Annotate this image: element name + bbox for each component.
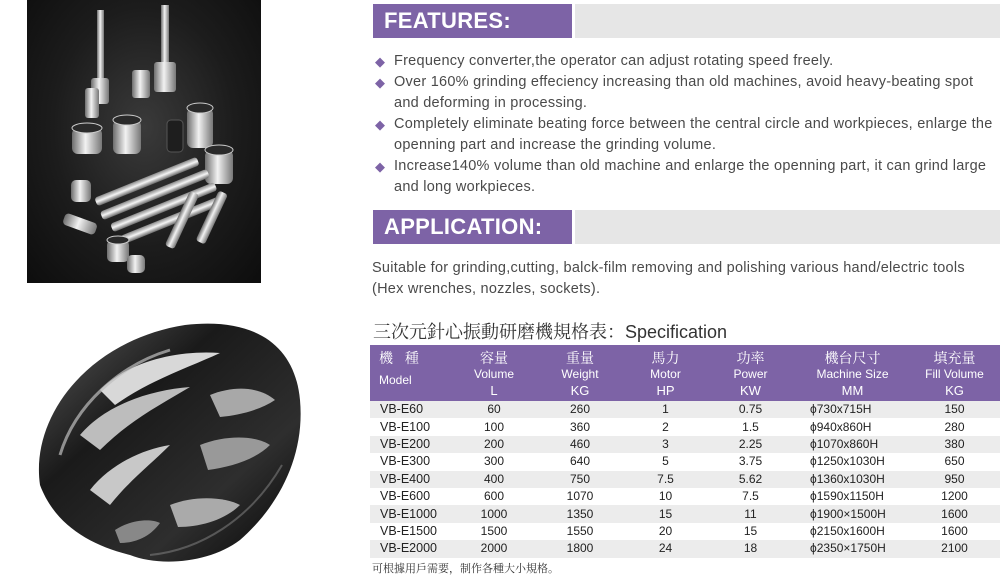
cell-fill-volume: 150 [909, 401, 1000, 418]
cell-volume: 1000 [454, 505, 534, 522]
cell-weight: 640 [534, 453, 626, 470]
cell-power: 15 [705, 523, 796, 540]
spec-title: 三次元針心振動研磨機規格表：Specification [373, 322, 728, 342]
socket-bits-illustration [27, 0, 261, 283]
cell-power: 1.5 [705, 418, 796, 435]
cell-weight: 750 [534, 471, 626, 488]
cell-volume: 300 [454, 453, 534, 470]
cell-model: VB-E2000 [370, 540, 454, 557]
table-row [370, 453, 1000, 470]
cell-motor: 2 [626, 418, 705, 435]
cell-fill-volume: 950 [909, 471, 1000, 488]
col-header-model: 機 種 Model [370, 345, 454, 401]
cell-motor: 20 [626, 523, 705, 540]
table-row [370, 418, 1000, 435]
cell-power: 2.25 [705, 436, 796, 453]
cell-volume: 1500 [454, 523, 534, 540]
cell-machine-size: ϕ1360x1030H [796, 471, 909, 488]
cell-machine-size: ϕ1900×1500H [796, 505, 909, 522]
table-row [370, 523, 1000, 540]
feature-item: ◆ Frequency converter,the operator can adjust rotating speed freely. [374, 51, 994, 72]
diamond-bullet-icon: ◆ [375, 54, 386, 69]
cell-motor: 3 [626, 436, 705, 453]
cell-motor: 7.5 [626, 471, 705, 488]
cell-volume: 200 [454, 436, 534, 453]
feature-item: ◆ Completely eliminate beating force between the central circle and workpieces, enlarge the openning part and increase the grinding volume. [375, 116, 993, 153]
cell-power: 5.62 [705, 471, 796, 488]
cell-weight: 1350 [534, 505, 626, 522]
col-header-motor: 馬力 Motor HP [626, 345, 705, 401]
table-row [370, 505, 1000, 522]
features-header [373, 4, 1000, 38]
cell-fill-volume: 1200 [909, 488, 1000, 505]
cell-machine-size: ϕ1590x1150H [796, 488, 909, 505]
spec-table-body [370, 401, 1000, 558]
features-header-bar [575, 4, 1000, 38]
cell-machine-size: ϕ730x715H [796, 401, 909, 418]
cell-volume: 400 [454, 471, 534, 488]
cell-weight: 1550 [534, 523, 626, 540]
socket-bits-photo [27, 0, 261, 283]
helmet-illustration [20, 305, 320, 570]
application-heading: APPLICATION: [373, 210, 572, 244]
cell-motor: 24 [626, 540, 705, 557]
table-row [370, 401, 1000, 418]
cell-fill-volume: 1600 [909, 523, 1000, 540]
cell-model: VB-E400 [370, 471, 454, 488]
cell-fill-volume: 650 [909, 453, 1000, 470]
cell-power: 0.75 [705, 401, 796, 418]
cell-weight: 1800 [534, 540, 626, 557]
features-list [374, 51, 994, 198]
diamond-bullet-icon: ◆ [375, 117, 386, 132]
col-header-volume: 容量 Volume L [454, 345, 534, 401]
cell-fill-volume: 2100 [909, 540, 1000, 557]
features-heading: FEATURES: [373, 4, 572, 38]
cell-power: 7.5 [705, 488, 796, 505]
table-row [370, 488, 1000, 505]
bicycle-helmet-photo [20, 305, 320, 570]
cell-motor: 1 [626, 401, 705, 418]
col-header-power: 功率 Power KW [705, 345, 796, 401]
cell-model: VB-E1500 [370, 523, 454, 540]
feature-item: ◆ Over 160% grinding effeciency increasing than old machines, avoid heavy-beating spot and deforming in processing. [375, 74, 974, 111]
diamond-bullet-icon: ◆ [375, 75, 386, 90]
cell-weight: 460 [534, 436, 626, 453]
cell-volume: 2000 [454, 540, 534, 557]
col-header-fill-volume: 填充量 Fill Volume KG [909, 345, 1000, 401]
cell-fill-volume: 1600 [909, 505, 1000, 522]
col-header-machine-size: 機台尺寸 Machine Size MM [796, 345, 909, 401]
spec-note: 可根據用戶需要，制作各種大小規格。 [372, 563, 559, 575]
table-row [370, 471, 1000, 488]
cell-model: VB-E1000 [370, 505, 454, 522]
diamond-bullet-icon: ◆ [375, 159, 386, 174]
cell-volume: 100 [454, 418, 534, 435]
cell-motor: 5 [626, 453, 705, 470]
cell-machine-size: ϕ1250x1030H [796, 453, 909, 470]
cell-model: VB-E100 [370, 418, 454, 435]
cell-machine-size: ϕ2150x1600H [796, 523, 909, 540]
col-header-weight: 重量 Weight KG [534, 345, 626, 401]
application-header [373, 210, 1000, 244]
cell-machine-size: ϕ940x860H [796, 418, 909, 435]
cell-power: 11 [705, 505, 796, 522]
cell-machine-size: ϕ2350×1750H [796, 540, 909, 557]
cell-power: 18 [705, 540, 796, 557]
cell-fill-volume: 280 [909, 418, 1000, 435]
cell-motor: 15 [626, 505, 705, 522]
cell-motor: 10 [626, 488, 705, 505]
cell-fill-volume: 380 [909, 436, 1000, 453]
cell-power: 3.75 [705, 453, 796, 470]
spec-header-row [370, 345, 1000, 401]
cell-model: VB-E600 [370, 488, 454, 505]
table-row [370, 540, 1000, 557]
cell-volume: 600 [454, 488, 534, 505]
cell-model: VB-E200 [370, 436, 454, 453]
cell-weight: 1070 [534, 488, 626, 505]
application-text: Suitable for grinding,cutting, balck-film removing and polishing various hand/electric tools (Hex wrenches, nozzles, sockets). [372, 260, 965, 297]
table-row [370, 436, 1000, 453]
cell-model: VB-E300 [370, 453, 454, 470]
cell-machine-size: ϕ1070x860H [796, 436, 909, 453]
cell-model: VB-E60 [370, 401, 454, 418]
cell-volume: 60 [454, 401, 534, 418]
feature-item: ◆ Increase140% volume than old machine and enlarge the openning part, it can grind large and long workpieces. [375, 158, 987, 195]
cell-weight: 260 [534, 401, 626, 418]
spec-table [370, 345, 1000, 558]
application-header-bar [575, 210, 1000, 244]
cell-weight: 360 [534, 418, 626, 435]
